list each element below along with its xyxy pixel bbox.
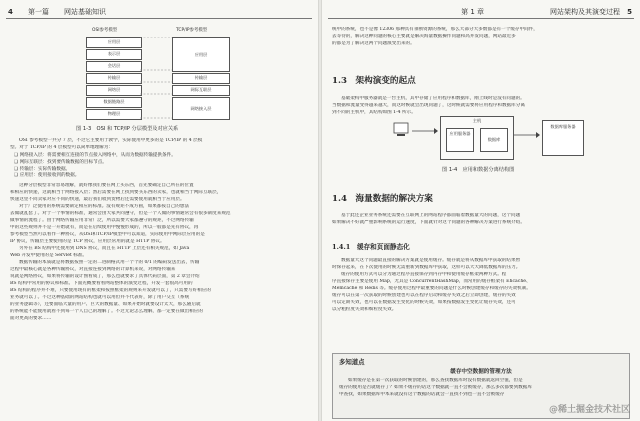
body-line: Web 开发中使用的是 Servlet 标准。 — [10, 253, 88, 258]
bullet-item: ❑ 网络接入层：将需要相互连接的节点接入网络中，从而为数据传输提供条件。 — [14, 153, 176, 158]
subsection-text: 缓存可以在第一次获取的时候创建也可以在程序启动和缓存失效之后立即创建，缓存的失效 — [332, 293, 516, 298]
right-page — [322, 0, 640, 421]
server-host-label: 主机 — [472, 118, 482, 123]
body-line: 这种分层模型非常容易理解，就好像我们要在网上买东西，首先要确定自己所在的位置 — [19, 183, 194, 188]
subsection-text: 可以定期失效，也可以在数据发生变化的时候失效，如果按数据发生变化让缓存失效，还可 — [332, 300, 516, 305]
section-text: 当数据和流量变得越来越大，而这时候就会出现问题了，这时候就需要将应用程序和数据库分离 — [332, 103, 525, 108]
bullet-item: ❑ 传输层：实际传输数据。 — [14, 166, 71, 172]
body-line: IP 协议，传输层主要使用的是 TCP 协议，应用层常用的就是 HTTP 协议。 — [10, 239, 165, 244]
intro-line: 统中的系统，也不是像 12306 那种具有垂断资源的系统，那么大部分大多数都是有一个缓存中间件， — [332, 27, 538, 32]
paragraph: 型。对于 TCP/IP 的 4 层模型可以简单地理解为： — [10, 145, 113, 150]
section-text: 到不同的主机中，其结构如图 1-4 所示。 — [332, 110, 416, 115]
section-text: 基础架构中服务器就是一台主机，其中存储了应用程序和数据库，刚上线时是没有问题的。 — [341, 96, 525, 101]
body-line: 去做就乱套了。对于一个事情的标准，通常会由大家共同遵守，但是一个人做的事情通常会有很多制度来规范 — [10, 211, 231, 216]
body-line: BS 结构的程序并不难，只要使用现有的框架和按照框架的规则来开发就可以了，只需要写好相应的 — [10, 288, 211, 293]
part-label: 第一篇 — [28, 8, 49, 16]
arrow-icon — [412, 128, 438, 134]
body-line: BS 结构中常用的协议和标准。下面先概要看看网站整体的演变过程，开发一套很高可用的 — [10, 281, 193, 286]
part-title: 网站基础知识 — [64, 8, 106, 16]
section-text: 基于此还企业业务系统还需要在互联网上的网站程序都面临着数据量大的问题，这个问题 — [341, 213, 521, 218]
tcpip-layer: 网际互联层 — [172, 85, 230, 96]
body-line: 中的这些规则并不是一开始就有，而是在后续使用中慢慢形成的，所以一般都是先有协议，再 — [10, 225, 199, 230]
left-page-header — [6, 6, 312, 19]
body-line: 快递这里不同卖家对应不同的快递，最后我们收到货物后还需要使用就相当于应用层。 — [10, 197, 185, 202]
subsection-text: 以分粗粒度失效和细粒度失效。 — [332, 307, 397, 312]
watermark: @稀土掘金技术社区 — [548, 405, 630, 415]
osi-model-title: OSI参考模型 — [92, 28, 118, 33]
tcpip-layer: 网络接入层 — [172, 97, 230, 120]
chapter-label: 第 1 章 — [461, 8, 484, 16]
bullet-item: ❑ 应用层：使用接收到的数据。 — [14, 173, 80, 179]
note-line: 中查找，如果数据库中本来就没有这个数据的话就会一直找不到也一直不会被缓存 — [339, 392, 505, 397]
osi-layer: 表示层 — [86, 49, 142, 60]
page-number: 5 — [627, 8, 632, 16]
osi-layer: 网络层 — [86, 85, 142, 96]
bullet-list — [14, 153, 176, 180]
intro-line: 去等待的，解决这种问题的核心主要就是解决海量数据操作问题和高并发问题，网站最近多 — [332, 34, 516, 39]
body-line: 说就是网络协议，如果将传输的设计图看成了，那么也就要求了具体代码层面，第 2 章会介绍 — [10, 274, 200, 279]
note-line: 缓存的使用是否就缓存了？如果不缓存的话这个数据就一直不会被缓存，那么多次都要到数据库 — [339, 385, 532, 390]
db-server-box: 数据库服务器 — [542, 120, 584, 156]
paragraph: OSI 参考模型一共分 7 层，不过它主要用于教学，实际使用中更多的是 TCP/IP 的 4 层模 — [19, 138, 203, 143]
intro-line: 的都是为了解决这两个问题演变出来的。 — [332, 41, 415, 46]
body-line: 业务就可以了。不过这种基础的网站结构也就可以用但并不代表好，除了用户交互（系统 — [10, 295, 190, 300]
body-line: 面对更高的要求…… — [10, 316, 52, 321]
figure-caption: 图 1-3 OSI 和 TCP/IP 分层模型及对应关系 — [76, 126, 179, 132]
osi-layer: 物理层 — [86, 109, 142, 120]
body-line: 的系统能不能使用就看不到每一个人自己的理解了。不过无论怎么理解，都一定要在做出相应的 — [10, 309, 203, 314]
tcpip-layer: 传输层 — [172, 73, 230, 84]
chapter-title: 网站架构及其演变过程 — [550, 8, 620, 16]
section-text: 如果解决不好就严重影响系统的运行速度，下面就针对这个问题的各种解决方案进行系统介绍。 — [332, 220, 525, 225]
tcpip-model-title: TCP/IP参考模型 — [176, 28, 208, 33]
note-title: 多知道点 — [339, 358, 365, 366]
figure-connectors — [140, 37, 172, 119]
subsection-text: 时保存起来，在下次使用的时候无需重新到数据库中获取，这样可以大大降低数据库的压力。 — [332, 265, 521, 270]
osi-layer: 会话层 — [86, 61, 142, 72]
subsection-heading: 1.4.1 缓存和页面静态化 — [332, 243, 410, 251]
figure-caption: 图 1-4 应用和数据分离结构图 — [442, 167, 515, 173]
arrow-icon — [514, 132, 540, 138]
body-line: 和相应的快递，这就相当于网络接入层；然后需要在网上找到要买东西的卖家，也就相当于网际互联层， — [10, 190, 222, 195]
bullet-item: ❑ 网际互联层：找到要传输数据的目标节点。 — [14, 159, 107, 165]
body-line: 的业务逻辑等），还要面临大量的用户、巨大的数据量、如果开始时就要设计太大，那么随后就 — [10, 302, 201, 307]
body-line: 另外在 BS 结构中还使用到 DNS 协议，而且在 HTTP 上层还有相关规范，如 Java — [19, 246, 190, 251]
note-line: 如果缓存是在第一次获取的时候创建的，那么查找数据库时没有数据就返回空值，但是 — [348, 378, 523, 383]
osi-layer: 应用层 — [86, 37, 142, 48]
subsection-text: 序直接保存主要是使用 Map，尤其是 ConcurrentHashMap，而常用的缓存框架有 Ehcache、 — [332, 279, 531, 284]
body-line: 参考模型当然可以看作一种协议，从OSI和TCP/IP模型中可以知道，实际使用中网际层应用的是 — [10, 232, 205, 237]
db-box: 数据库 — [480, 128, 508, 152]
subsection-text: 缓存的使用方式可以分为通过程序直接保存到内存中和使用缓存框架两种方式。程 — [341, 272, 507, 277]
page-number: 4 — [8, 8, 13, 16]
subsection-text: 数据量大这个问题最直接的解决方案就是使用缓存。缓存就是将从数据库中获取的结果暂 — [341, 258, 521, 263]
right-page-header — [328, 6, 634, 19]
section-heading: 1.4 海量数据的解决方案 — [332, 194, 433, 204]
app-server-box: 应用服务器 — [446, 128, 474, 152]
client-computer-icon — [392, 122, 410, 138]
body-line: 过程中最核心就是各种传输协议，对直接连接到网络的计算机来说，对网络传输来 — [10, 267, 176, 272]
osi-layer: 传输层 — [86, 73, 142, 84]
osi-layer: 数据链路层 — [86, 97, 142, 108]
note-subtitle: 缓存中空数据的管理方法 — [450, 369, 512, 375]
body-line: 数据传输的本质就是将数据按照一定的二进制格式用一个个的 0/1 的编码发送出去，传输 — [19, 260, 200, 265]
tcpip-layer: 应用层 — [172, 37, 230, 72]
section-heading: 1.3 架构演变的起点 — [332, 76, 416, 86]
body-line: 对于广泛使用的系统需要制定相应的标准。没有规矩不成方圆，如果都按自己的想法 — [19, 204, 189, 209]
body-line: 做事情的流程了。由于网络传输应用非常广泛，所以需要大家都遵守的规矩，不过网络传输 — [10, 218, 194, 223]
left-page — [0, 0, 318, 421]
subsection-text: Memcache 和 Redis 等。缓存使用过程中最重要的问题是什么时候创建缓存和缓存的失效机制。 — [332, 286, 531, 291]
